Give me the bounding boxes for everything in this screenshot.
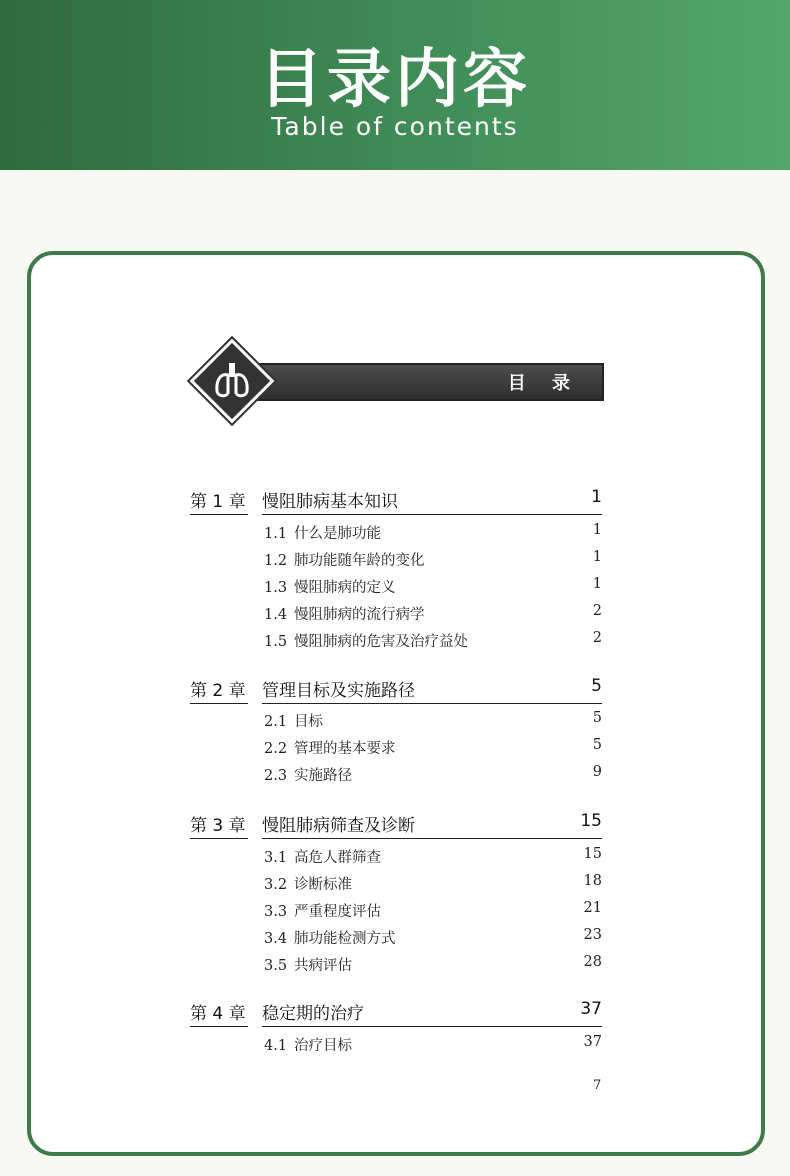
toc-section-3-2[interactable] [264,873,602,893]
chapter-page: 37 [580,999,602,1019]
section-number: 1.3 [264,580,288,596]
toc-section-3-5[interactable] [264,954,602,974]
toc-header [196,345,602,417]
section-number: 3.4 [264,931,288,947]
chapter-page: 15 [580,811,602,831]
toc-section-4-1[interactable] [264,1034,602,1054]
toc-section-2-2[interactable] [264,737,602,757]
section-page: 1 [592,522,602,538]
section-page: 2 [592,630,602,646]
toc-section-2-1[interactable] [264,710,602,730]
section-page: 5 [592,737,602,753]
chapter-title: 管理目标及实施路径 [262,676,602,704]
section-title: 慢阻肺病的定义 [294,580,396,596]
banner [0,0,790,170]
toc-section-1-2[interactable] [264,549,602,569]
section-page: 2 [592,603,602,619]
section-title: 诊断标准 [294,877,352,893]
chapter-page: 5 [591,676,602,696]
chapter-label: 第 4 章 [190,999,248,1027]
chapter-1[interactable] [190,487,602,511]
chapter-label: 第 1 章 [190,487,248,515]
section-title: 严重程度评估 [294,904,381,920]
chapter-4[interactable] [190,999,602,1023]
toc-section-2-3[interactable] [264,764,602,784]
chapter-2[interactable] [190,676,602,700]
section-number: 3.2 [264,877,288,893]
toc-section-1-5[interactable] [264,630,602,650]
section-number: 1.1 [264,526,288,542]
page-number: 7 [593,1078,602,1093]
section-number: 3.3 [264,904,288,920]
section-number: 4.1 [264,1038,288,1054]
chapter-title: 稳定期的治疗 [262,999,602,1027]
section-title: 目标 [294,714,323,730]
section-number: 1.2 [264,553,288,569]
banner-subtitle: Table of contents [271,112,519,141]
section-number: 2.3 [264,768,288,784]
section-number: 2.1 [264,714,288,730]
section-page: 15 [583,846,602,862]
chapter-label: 第 3 章 [190,811,248,839]
section-page: 1 [592,549,602,565]
toc-header-bar [232,363,604,401]
toc-section-3-3[interactable] [264,900,602,920]
section-page: 1 [592,576,602,592]
lungs-icon [208,357,256,405]
section-page: 28 [583,954,602,970]
section-page: 5 [592,710,602,726]
toc-section-1-4[interactable] [264,603,602,623]
banner-title: 目录内容 [259,43,531,117]
section-page: 21 [583,900,602,916]
section-number: 3.1 [264,850,288,866]
section-title: 共病评估 [294,958,352,974]
section-title: 实施路径 [294,768,352,784]
section-page: 18 [583,873,602,889]
section-title: 慢阻肺病的危害及治疗益处 [294,634,468,650]
section-title: 高危人群筛查 [294,850,381,866]
section-number: 2.2 [264,741,288,757]
section-title: 肺功能检测方式 [294,931,396,947]
toc-header-label: 目 录 [507,373,580,394]
section-title: 什么是肺功能 [294,526,381,542]
chapter-title: 慢阻肺病筛查及诊断 [262,811,602,839]
section-number: 3.5 [264,958,288,974]
section-number: 1.5 [264,634,288,650]
chapter-page: 1 [591,487,602,507]
section-title: 肺功能随年龄的变化 [294,553,425,569]
toc-section-1-3[interactable] [264,576,602,596]
section-title: 治疗目标 [294,1038,352,1054]
section-title: 管理的基本要求 [294,741,396,757]
chapter-title: 慢阻肺病基本知识 [262,487,602,515]
section-title: 慢阻肺病的流行病学 [294,607,425,623]
toc-section-3-1[interactable] [264,846,602,866]
toc-section-3-4[interactable] [264,927,602,947]
toc-section-1-1[interactable] [264,522,602,542]
section-page: 37 [583,1034,602,1050]
chapter-3[interactable] [190,811,602,835]
section-number: 1.4 [264,607,288,623]
section-page: 23 [583,927,602,943]
section-page: 9 [592,764,602,780]
chapter-label: 第 2 章 [190,676,248,704]
